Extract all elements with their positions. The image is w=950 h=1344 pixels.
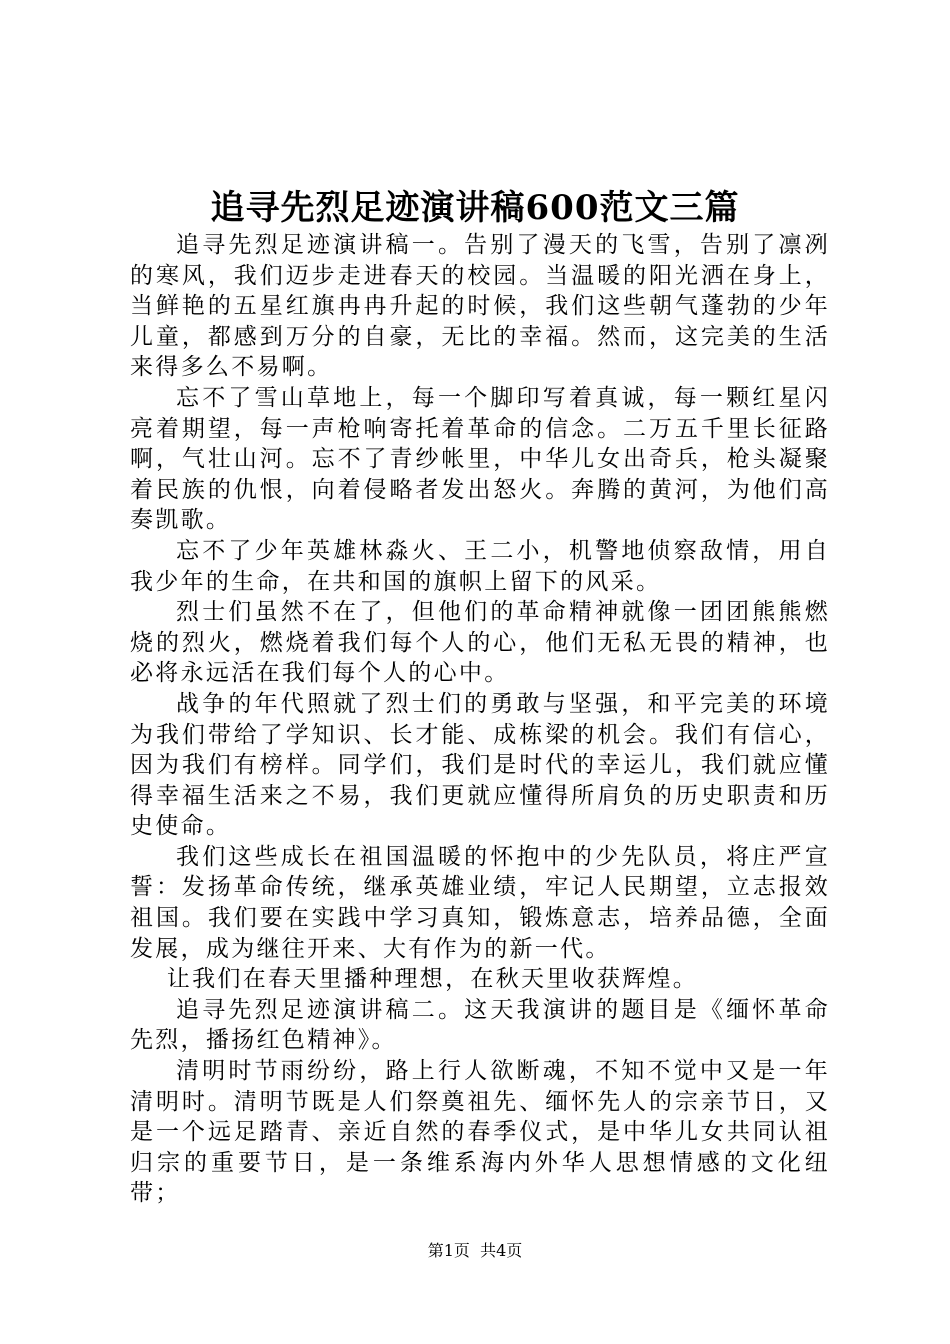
document-body xyxy=(130,230,830,1209)
paragraph-4: 烈士们虽然不在了，但他们的革命精神就像一团团熊熊燃烧的烈火，燃烧着我们每个人的心，他们无私无畏的精神，也必将永远活在我们每个人的心中。 xyxy=(130,599,830,687)
paragraph-1: 追寻先烈足迹演讲稿一。告别了漫天的飞雪，告别了凛冽的寒风，我们迈步走进春天的校园。当温暖的阳光洒在身上，当鲜艳的五星红旗冉冉升起的时候，我们这些朝气蓬勃的少年儿童，都感到万分的自豪，无比的幸福。然而，这完美的生活来得多么不易啊。 xyxy=(130,232,830,381)
paragraph-9: 清明时节雨纷纷，路上行人欲断魂，不知不觉中又是一年清明时。清明节既是人们祭奠祖先、缅怀先人的宗亲节日，又是一个远足踏青、亲近自然的春季仪式，是中华儿女共同认祖归宗的重要节日，是一条维系海内外华人思想情感的文化纽带； xyxy=(130,1058,830,1207)
paragraph-7: 让我们在春天里播种理想，在秋天里收获辉煌。 xyxy=(166,966,699,993)
paragraph-6: 我们这些成长在祖国温暖的怀抱中的少先队员，将庄严宣誓：发扬革命传统，继承英雄业绩，牢记人民期望，立志报效祖国。我们要在实践中学习真知，锻炼意志，培养品德，全面发展，成为继往开来、大有作为的新一代。 xyxy=(130,843,830,962)
paragraph-3: 忘不了少年英雄林淼火、王二小，机警地侦察敌情，用自我少年的生命，在共和国的旗帜上留下的风采。 xyxy=(130,537,830,595)
document-title: 追寻先烈足迹演讲稿600范文三篇 xyxy=(210,188,740,228)
paragraph-2: 忘不了雪山草地上，每一个脚印写着真诚，每一颗红星闪亮着期望，每一声枪响寄托着革命的信念。二万五千里长征路啊，气壮山河。忘不了青纱帐里，中华儿女出奇兵，枪头凝聚着民族的仇恨，向着侵略者发出怒火。奔腾的黄河，为他们高奏凯歌。 xyxy=(130,384,830,534)
paragraph-8: 追寻先烈足迹演讲稿二。这天我演讲的题目是《缅怀革命先烈，播扬红色精神》。 xyxy=(130,996,830,1054)
paragraph-5: 战争的年代照就了烈士们的勇敢与坚强，和平完美的环境为我们带给了学知识、长才能、成栋梁的机会。我们有信心，因为我们有榜样。同学们，我们是时代的幸运儿，我们就应懂得幸福生活来之不易，我们更就应懂得所肩负的历史职责和历史使命。 xyxy=(130,690,830,840)
page-footer: 第1页 共4页 xyxy=(427,1241,523,1260)
